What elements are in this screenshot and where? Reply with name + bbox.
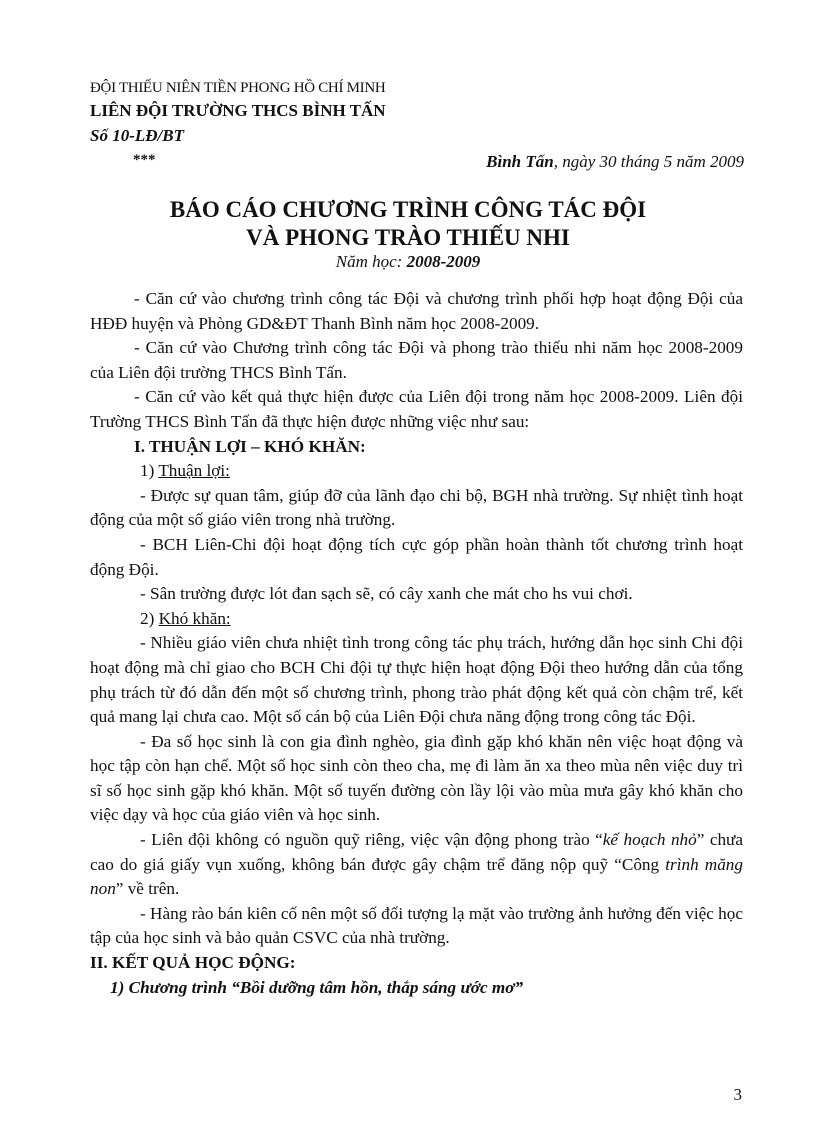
header-stars: *** — [133, 152, 156, 168]
document-number: Số 10-LĐ/BT — [90, 126, 184, 145]
section-heading-1: I. THUẬN LỢI – KHÓ KHĂN: — [134, 436, 366, 456]
paragraph-difficulty-3 — [90, 828, 743, 902]
subheading-difficulties — [90, 607, 743, 632]
paragraph-advantage-1: - Được sự quan tâm, giúp đỡ của lãnh đạo chi bộ, BGH nhà trường. Sự nhiệt tình hoạt động của một số giáo viên trong nhà trường. — [90, 485, 743, 530]
difficulty-3-text-d: trình măng non — [90, 854, 743, 899]
paragraph-advantage-2: - BCH Liên-Chi đội hoạt động tích cực góp phần hoàn thành tốt chương trình hoạt động Đội. — [90, 534, 743, 579]
paragraph-basis-1: - Căn cứ vào chương trình công tác Đội và chương trình phối hợp hoạt động Đội của HĐĐ huyện và Phòng GD&ĐT Thanh Bình năm học 2008-2009. — [90, 289, 743, 333]
title-line-1: BÁO CÁO CHƯƠNG TRÌNH CÔNG TÁC ĐỘI — [169, 197, 647, 222]
title-line-2: VÀ PHONG TRÀO THIẾU NHI — [246, 225, 570, 250]
paragraph-basis-2: - Căn cứ vào Chương trình công tác Đội và phong trào thiếu nhi năm học 2008-2009 của Liên đội trường THCS Bình Tấn. — [90, 338, 743, 382]
date-place: Bình Tấn — [486, 152, 554, 171]
paragraph-basis-3: - Căn cứ vào kết quả thực hiện được của Liên đội trong năm học 2008-2009. Liên đội Trường THCS Bình Tấn đã thực hiện được những việc như sau: — [90, 387, 743, 431]
subheading-difficulties-label: Khó khăn: — [158, 608, 231, 628]
difficulty-3-text-b: kế hoạch nhỏ — [602, 830, 697, 850]
subheading-advantages — [90, 459, 743, 484]
report-body — [90, 287, 743, 1000]
difficulty-3-text-c: ” chưa cao do giá giấy vụn xuống, không bán được gây chậm trể đăng nộp quỹ “Công — [90, 830, 744, 874]
school-year-label: Năm học: — [335, 252, 407, 271]
date-rest: , ngày 30 tháng 5 năm 2009 — [553, 152, 744, 171]
subheading-advantages-label: Thuận lợi: — [158, 461, 230, 481]
date-line — [486, 152, 744, 172]
difficulty-3-text-e: ” về trên. — [115, 879, 180, 899]
paragraph-advantage-3: - Sân trường được lót đan sạch sẽ, có cây xanh che mát cho hs vui chơi. — [140, 584, 633, 604]
subheading-advantages-number: 1) — [140, 461, 159, 481]
program-heading-1: 1) Chương trình “Bồi dưỡng tâm hồn, thắp sáng ước mơ” — [110, 977, 524, 997]
subheading-difficulties-number: 2) — [140, 608, 159, 628]
paragraph-difficulty-4: - Hàng rào bán kiên cố nên một số đối tượng lạ mặt vào trường ảnh hưởng đến việc học tập của học sinh và bảo quản CSVC của nhà trường. — [90, 903, 743, 948]
unit-name: LIÊN ĐỘI TRƯỜNG THCS BÌNH TẤN — [90, 101, 386, 120]
paragraph-difficulty-1: - Nhiều giáo viên chưa nhiệt tình trong công tác phụ trách, hướng dẫn học sinh Chi đội hoạt động mà chỉ giao cho BCH Chi đội tự thực hiện hoạt động Đội theo hướng dẫn của tổng phụ trách từ đó dẫn đến một số chương trình, phong trào phát động kết quả còn chậm trể, kết quả mang lại chưa cao. Một số cán bộ của Liên Đội chưa năng động trong công tác Đội. — [90, 633, 743, 727]
paragraph-difficulty-2: - Đa số học sinh là con gia đình nghèo, gia đình gặp khó khăn nên việc hoạt động và học tập còn hạn chế. Một số học sinh còn theo cha, mẹ đi làm ăn xa theo mùa nên việc duy trì sĩ số học sinh gặp khó khăn. Một số tuyến đường còn lầy lội vào mùa mưa gây khó khăn cho việc dạy và học của giáo viên và học sinh. — [90, 731, 743, 825]
difficulty-3-text-a: - Liên đội không có nguồn quỹ riêng, việc vận động phong trào “ — [140, 830, 603, 850]
school-year — [0, 252, 816, 272]
section-heading-2: II. KẾT QUẢ HỌC ĐỘNG: — [90, 953, 296, 973]
org-name: ĐỘI THIẾU NIÊN TIỀN PHONG HỒ CHÍ MINH — [90, 80, 386, 96]
school-year-value: 2008-2009 — [406, 252, 481, 271]
page-number: 3 — [733, 1085, 742, 1104]
